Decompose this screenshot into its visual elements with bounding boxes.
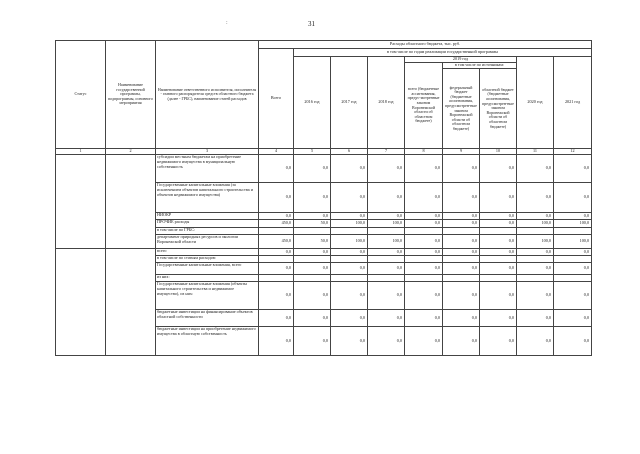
value-cell bbox=[480, 256, 517, 263]
value-cell: 0,0 bbox=[443, 263, 480, 275]
header-row-1 bbox=[56, 41, 592, 49]
value-cell bbox=[405, 256, 443, 263]
value-cell: 0,0 bbox=[443, 183, 480, 213]
value-cell bbox=[405, 228, 443, 235]
value-cell: 0,0 bbox=[554, 155, 592, 183]
value-cell: 0,0 bbox=[331, 282, 368, 310]
header-2021: 2021 год bbox=[554, 57, 592, 149]
value-cell: 0,0 bbox=[517, 310, 554, 327]
value-cell: 100,0 bbox=[331, 235, 368, 249]
value-cell: 0,0 bbox=[405, 327, 443, 356]
value-cell bbox=[443, 256, 480, 263]
program-cell bbox=[106, 249, 156, 356]
col-num: 1 bbox=[56, 149, 106, 155]
value-cell: 0,0 bbox=[517, 282, 554, 310]
value-cell bbox=[443, 275, 480, 282]
value-cell bbox=[554, 256, 592, 263]
value-cell bbox=[480, 228, 517, 235]
header-status: Статус bbox=[56, 41, 106, 149]
value-cell: 0,0 bbox=[368, 183, 405, 213]
value-cell: 0,0 bbox=[480, 235, 517, 249]
col-num: 5 bbox=[294, 149, 331, 155]
value-cell: 0,0 bbox=[480, 327, 517, 356]
row-label: в том числе по ГРБС: bbox=[156, 228, 259, 235]
value-cell: 0,0 bbox=[554, 249, 592, 256]
value-cell: 0,0 bbox=[294, 327, 331, 356]
value-cell bbox=[331, 275, 368, 282]
value-cell: 0,0 bbox=[405, 249, 443, 256]
row-label: из них: bbox=[156, 275, 259, 282]
value-cell: 0,0 bbox=[405, 235, 443, 249]
value-cell: 0,0 bbox=[443, 220, 480, 228]
value-cell: 0,0 bbox=[294, 213, 331, 220]
value-cell: 0,0 bbox=[259, 213, 294, 220]
header-program-name: Наименование государственной программы, подпрограммы, основного мероприятия bbox=[106, 41, 156, 149]
row-label: всего bbox=[156, 249, 259, 256]
row-label: субсидии местным бюджетам на приобретение недвижимого имущества в муниципальную собственность bbox=[156, 155, 259, 183]
value-cell: 0,0 bbox=[554, 263, 592, 275]
value-cell bbox=[368, 256, 405, 263]
value-cell: 0,0 bbox=[368, 327, 405, 356]
value-cell: 0,0 bbox=[405, 183, 443, 213]
value-cell: 0,0 bbox=[554, 310, 592, 327]
row-label: НИОКР bbox=[156, 213, 259, 220]
header-2017: 2017 год bbox=[331, 57, 368, 149]
value-cell bbox=[259, 275, 294, 282]
value-cell: 0,0 bbox=[331, 213, 368, 220]
value-cell bbox=[294, 256, 331, 263]
value-cell bbox=[259, 256, 294, 263]
value-cell: 0,0 bbox=[443, 327, 480, 356]
value-cell: 0,0 bbox=[331, 263, 368, 275]
value-cell: 100,0 bbox=[554, 235, 592, 249]
value-cell: 0,0 bbox=[517, 213, 554, 220]
value-cell: 0,0 bbox=[443, 310, 480, 327]
value-cell: 0,0 bbox=[480, 183, 517, 213]
value-cell bbox=[554, 228, 592, 235]
value-cell: 0,0 bbox=[331, 183, 368, 213]
value-cell bbox=[368, 275, 405, 282]
header-2016: 2016 год bbox=[294, 57, 331, 149]
value-cell: 0,0 bbox=[517, 183, 554, 213]
value-cell: 0,0 bbox=[368, 155, 405, 183]
page-top-mark: : bbox=[226, 20, 228, 26]
value-cell bbox=[554, 275, 592, 282]
value-cell: 0,0 bbox=[480, 155, 517, 183]
budget-table bbox=[55, 40, 592, 356]
value-cell: 0,0 bbox=[554, 327, 592, 356]
program-cell bbox=[106, 155, 156, 249]
value-cell: 0,0 bbox=[480, 249, 517, 256]
col-num: 10 bbox=[480, 149, 517, 155]
value-cell: 0,0 bbox=[443, 282, 480, 310]
value-cell: 0,0 bbox=[405, 220, 443, 228]
col-num: 8 bbox=[405, 149, 443, 155]
value-cell bbox=[405, 275, 443, 282]
value-cell: 0,0 bbox=[480, 263, 517, 275]
page-number: 31 bbox=[308, 20, 315, 28]
value-cell: 100,0 bbox=[368, 220, 405, 228]
value-cell: 0,0 bbox=[443, 155, 480, 183]
header-executor-name: Наименование ответственного исполнителя, исполнителя - главного распорядителя средств областного бюджета (далее - ГРБС), наименование статей расходов bbox=[156, 41, 259, 149]
value-cell: 0,0 bbox=[259, 263, 294, 275]
row-label: департамент природных ресурсов и экологии Воронежской области bbox=[156, 235, 259, 249]
value-cell: 0,0 bbox=[294, 249, 331, 256]
value-cell: 0,0 bbox=[443, 213, 480, 220]
col-num: 6 bbox=[331, 149, 368, 155]
value-cell bbox=[331, 228, 368, 235]
value-cell: 0,0 bbox=[517, 155, 554, 183]
value-cell: 0,0 bbox=[294, 183, 331, 213]
value-cell: 100,0 bbox=[554, 220, 592, 228]
header-regional: областной бюджет (бюджетные ассигнования, предусмотрен-ные законом Воронежской области об областном бюджете) bbox=[480, 69, 517, 149]
value-cell: 0,0 bbox=[294, 155, 331, 183]
value-cell: 0,0 bbox=[480, 310, 517, 327]
col-num: 9 bbox=[443, 149, 480, 155]
value-cell bbox=[259, 228, 294, 235]
row-label: в том числе по статьям расходов: bbox=[156, 256, 259, 263]
value-cell: 50,0 bbox=[294, 220, 331, 228]
value-cell: 0,0 bbox=[368, 282, 405, 310]
value-cell: 0,0 bbox=[405, 310, 443, 327]
value-cell: 100,0 bbox=[368, 235, 405, 249]
col-num: 2 bbox=[106, 149, 156, 155]
col-num: 11 bbox=[517, 149, 554, 155]
header-2018: 2018 год bbox=[368, 57, 405, 149]
header-by-years: в том числе по годам реализации государственной программы bbox=[294, 49, 592, 57]
value-cell bbox=[517, 228, 554, 235]
row-label: бюджетные инвестиции на финансирование объектов областной собственности bbox=[156, 310, 259, 327]
value-cell: 0,0 bbox=[368, 249, 405, 256]
row-label: бюджетные инвестиции на приобретение недвижимого имущества в областную собственность bbox=[156, 327, 259, 356]
col-num: 7 bbox=[368, 149, 405, 155]
value-cell: 0,0 bbox=[517, 263, 554, 275]
value-cell: 0,0 bbox=[554, 282, 592, 310]
header-2020: 2020 год bbox=[517, 57, 554, 149]
value-cell: 0,0 bbox=[368, 310, 405, 327]
header-federal: федеральный бюджет (бюджетные ассигнования, предусмотрен-ные законом Воронежской области об областном бюджете) bbox=[443, 69, 480, 149]
row-label: Государственные капитальные вложения (за исключением объектов капитального строительства и объектов недвижимого имущества) bbox=[156, 183, 259, 213]
status-cell bbox=[56, 155, 106, 249]
value-cell: 0,0 bbox=[259, 310, 294, 327]
header-by-source: в том числе по источникам: bbox=[443, 63, 517, 69]
value-cell: 0,0 bbox=[405, 213, 443, 220]
value-cell: 0,0 bbox=[405, 263, 443, 275]
value-cell bbox=[443, 228, 480, 235]
header-total: Всего bbox=[259, 49, 294, 149]
header-expenses: Расходы областного бюджета, тыс. руб. bbox=[259, 41, 592, 49]
value-cell: 0,0 bbox=[259, 249, 294, 256]
value-cell: 0,0 bbox=[405, 282, 443, 310]
value-cell: 0,0 bbox=[480, 282, 517, 310]
value-cell: 0,0 bbox=[554, 183, 592, 213]
value-cell: 0,0 bbox=[294, 282, 331, 310]
value-cell: 100,0 bbox=[517, 220, 554, 228]
col-num: 3 bbox=[156, 149, 259, 155]
value-cell: 0,0 bbox=[331, 155, 368, 183]
value-cell: 450,0 bbox=[259, 235, 294, 249]
value-cell: 50,0 bbox=[294, 235, 331, 249]
value-cell: 0,0 bbox=[368, 263, 405, 275]
value-cell: 0,0 bbox=[443, 249, 480, 256]
value-cell: 0,0 bbox=[368, 213, 405, 220]
row-label: Государственные капитальные вложения (объекты капитального строительства и недвижимое имущество), из них: bbox=[156, 282, 259, 310]
status-cell bbox=[56, 249, 106, 356]
row-label: ПРОЧИЕ расходы bbox=[156, 220, 259, 228]
value-cell: 100,0 bbox=[331, 220, 368, 228]
value-cell: 0,0 bbox=[517, 327, 554, 356]
value-cell: 0,0 bbox=[331, 327, 368, 356]
value-cell: 0,0 bbox=[405, 155, 443, 183]
value-cell bbox=[517, 256, 554, 263]
value-cell: 0,0 bbox=[294, 263, 331, 275]
row-label: Государственные капитальные вложения, всего bbox=[156, 263, 259, 275]
value-cell: 0,0 bbox=[259, 282, 294, 310]
table-row bbox=[56, 155, 592, 183]
col-num: 12 bbox=[554, 149, 592, 155]
value-cell bbox=[331, 256, 368, 263]
value-cell: 0,0 bbox=[331, 249, 368, 256]
value-cell bbox=[480, 275, 517, 282]
value-cell: 100,0 bbox=[517, 235, 554, 249]
value-cell: 0,0 bbox=[259, 155, 294, 183]
value-cell: 0,0 bbox=[259, 327, 294, 356]
value-cell: 0,0 bbox=[480, 213, 517, 220]
header-2019-total: всего (бюджетные ассигнования, предус-мотренные законом Воронежской области об областном бюджете) bbox=[405, 63, 443, 149]
value-cell bbox=[368, 228, 405, 235]
value-cell: 0,0 bbox=[554, 213, 592, 220]
value-cell: 0,0 bbox=[517, 249, 554, 256]
value-cell: 0,0 bbox=[331, 310, 368, 327]
value-cell bbox=[294, 228, 331, 235]
value-cell: 0,0 bbox=[259, 183, 294, 213]
value-cell: 0,0 bbox=[480, 220, 517, 228]
table-row bbox=[56, 249, 592, 256]
value-cell bbox=[517, 275, 554, 282]
value-cell: 0,0 bbox=[294, 310, 331, 327]
value-cell: 450,0 bbox=[259, 220, 294, 228]
col-num: 4 bbox=[259, 149, 294, 155]
value-cell: 0,0 bbox=[443, 235, 480, 249]
value-cell bbox=[294, 275, 331, 282]
header-2019: 2019 год bbox=[405, 57, 517, 63]
